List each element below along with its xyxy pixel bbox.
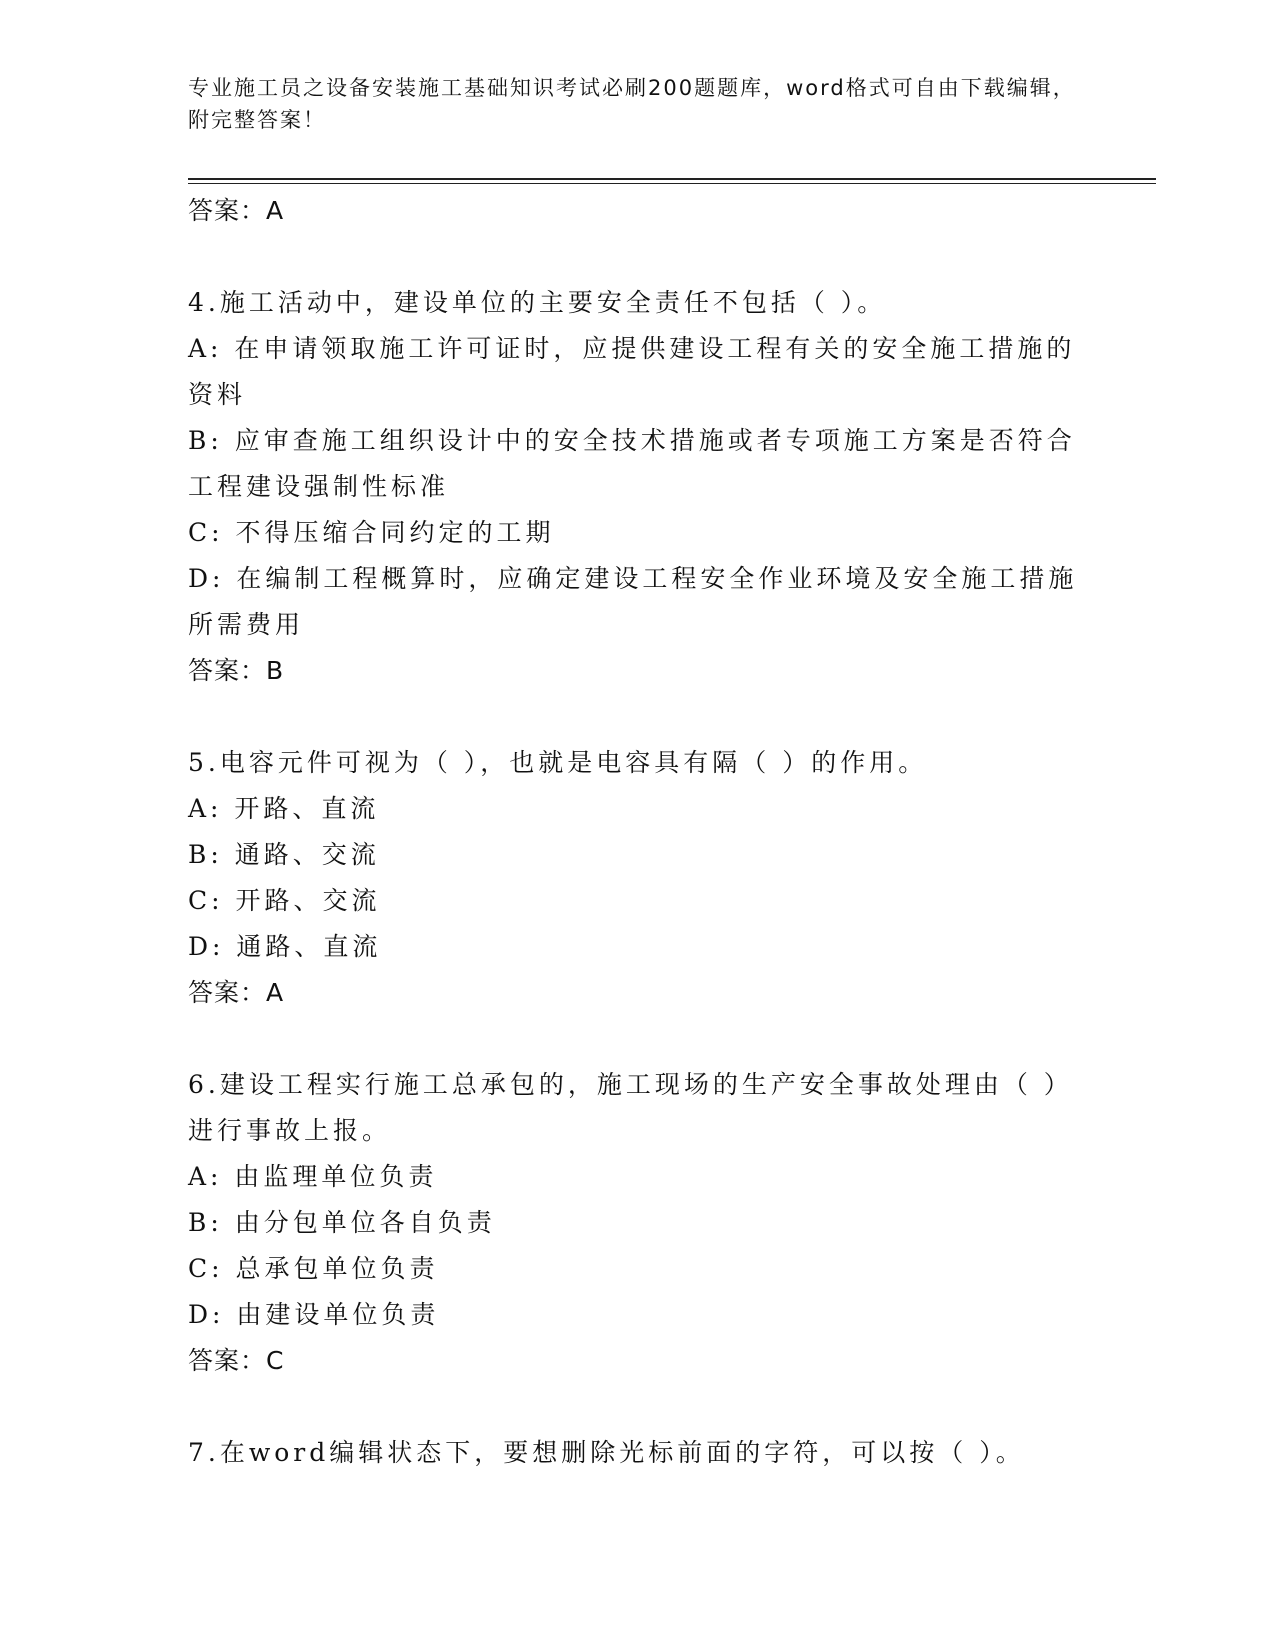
question-4 [188,280,1088,694]
question-stem: 5.电容元件可视为（ ），也就是电容具有隔（ ）的作用。 [188,748,928,777]
option-b: B: 通路、交流 [188,840,380,869]
option-c: C: 总承包单位负责 [188,1254,439,1283]
spacer [188,1016,1088,1062]
question-6 [188,1062,1088,1384]
question-stem: 4.施工活动中，建设单位的主要安全责任不包括（ ）。 [188,288,887,317]
option-d: D: 在编制工程概算时，应确定建设工程安全作业环境及安全施工措施所需费用 [188,564,1078,639]
document-header: 专业施工员之设备安装施工基础知识考试必刷200题题库，word格式可自由下载编辑，附完整答案！ [188,76,1076,132]
option-b: B: 由分包单位各自负责 [188,1208,496,1237]
option-c: C: 开路、交流 [188,886,381,915]
option-d: D: 由建设单位负责 [188,1300,440,1329]
question-stem: 7.在word编辑状态下，要想删除光标前面的字符，可以按（ ）。 [188,1438,1025,1467]
option-a: A: 在申请领取施工许可证时，应提供建设工程有关的安全施工措施的资料 [188,334,1076,409]
question-5 [188,740,1088,1016]
header-divider-thick [188,178,1156,180]
option-b: B: 应审查施工组织设计中的安全技术措施或者专项施工方案是否符合工程建设强制性标准 [188,426,1076,501]
option-a: A: 开路、直流 [188,794,380,823]
option-d: D: 通路、直流 [188,932,382,961]
answer-q5: 答案：A [188,978,285,1007]
spacer [188,1384,1088,1430]
spacer [188,694,1088,740]
answer-q6: 答案：C [188,1346,285,1375]
option-c: C: 不得压缩合同约定的工期 [188,518,555,547]
answer-q3: 答案：A [188,196,285,225]
question-stem: 6.建设工程实行施工总承包的，施工现场的生产安全事故处理由（ ）进行事故上报。 [188,1070,1073,1145]
spacer [188,234,1088,280]
option-a: A: 由监理单位负责 [188,1162,438,1191]
question-7 [188,1430,1088,1476]
header-divider-thin [188,183,1156,184]
answer-q4: 答案：B [188,656,285,685]
question-content [188,188,1088,1476]
